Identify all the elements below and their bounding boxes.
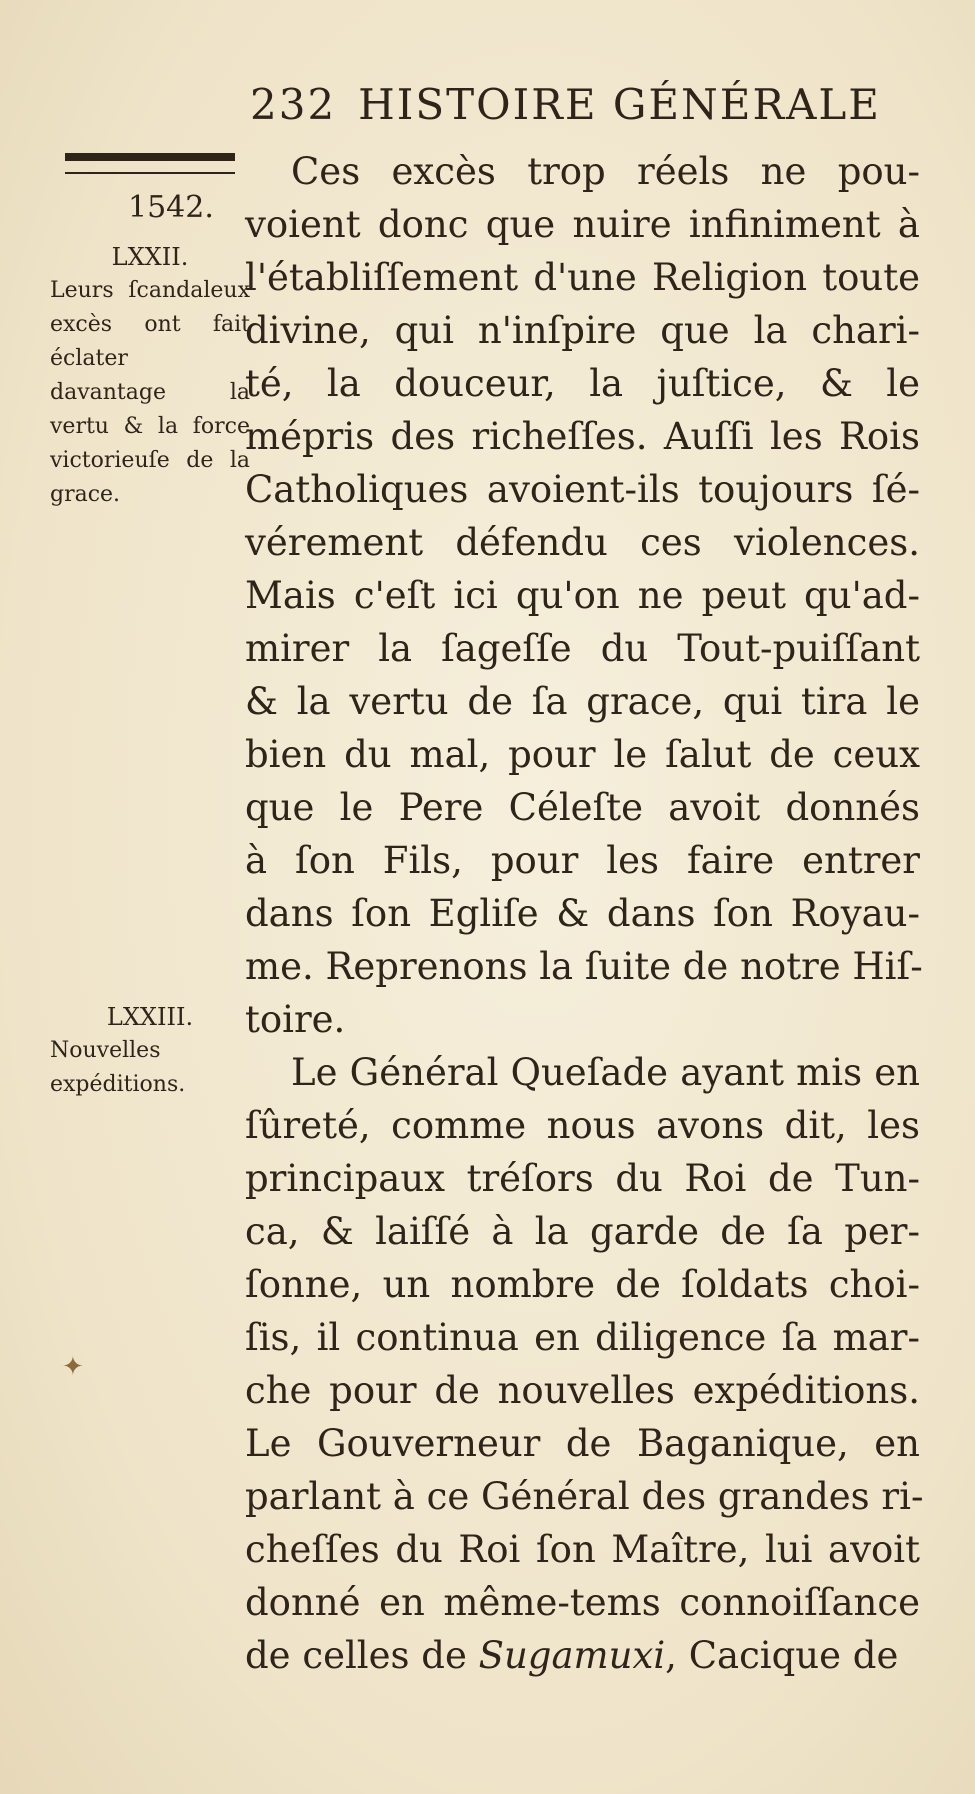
header-rule-thin [65, 172, 235, 174]
text-line: parlant à ce Général des grandes ri- [245, 1475, 924, 1518]
text-line: dans ſon Egliſe & dans ſon Royau- [245, 892, 920, 935]
body-text [245, 145, 924, 1682]
text-line: té, la douceur, la juſtice, & le [245, 362, 920, 405]
margin-note-text: Nouvelles expéditions. [50, 1038, 186, 1097]
text-line: mirer la ſageſſe du Tout-puiſſant [245, 627, 920, 670]
running-header [250, 80, 910, 129]
margin-year: 1542. [128, 190, 214, 225]
text-line: donné en même-tems connoiſſance [245, 1581, 920, 1624]
margin-note-lxxiii [50, 1000, 250, 1102]
text-fragment: , Cacique de [665, 1634, 899, 1677]
text-line: che pour de nouvelles expéditions. [245, 1369, 920, 1412]
text-line: principaux tréſors du Roi de Tun- [245, 1157, 920, 1200]
text-line: me. Reprenons la ſuite de notre Hiſ- [245, 945, 923, 988]
text-line: que le Pere Céleſte avoit donnés [245, 786, 920, 829]
text-line: ſonne, un nombre de ſoldats choi- [245, 1263, 920, 1306]
text-line: voient donc que nuire infiniment à [245, 203, 920, 246]
text-line: Ces excès trop réels ne pou- [291, 150, 920, 193]
margin-note-lxxii [50, 240, 250, 512]
text-line: bien du mal, pour le ſalut de ceux [245, 733, 920, 776]
margin-note-text: Leurs ſcandaleux excès ont fait éclater davantage la vertu & la force victorieuſe de la grace. [50, 278, 250, 507]
margin-note-number: LXXIII. [106, 1003, 194, 1031]
ink-blot-ornament: ✦ [62, 1352, 84, 1382]
italic-name: Sugamuxi [478, 1634, 666, 1677]
text-line: Catholiques avoient-ils toujours ſé- [245, 468, 920, 511]
running-title: HISTOIRE GÉNÉRALE [358, 80, 881, 129]
text-line: l'établiſſement d'une Religion toute [245, 256, 920, 299]
text-line: divine, qui n'inſpire que la chari- [245, 309, 920, 352]
text-line: ſis, il continua en diligence ſa mar- [245, 1316, 920, 1359]
page-number: 232 [250, 80, 337, 129]
text-line-final [245, 1629, 920, 1682]
text-line: à ſon Fils, pour les faire entrer [245, 839, 920, 882]
header-rule-thick [65, 153, 235, 161]
margin-note-number: LXXII. [111, 243, 189, 271]
text-line: mépris des richeſſes. Auſſi les Rois [245, 415, 920, 458]
text-line: cheſſes du Roi ſon Maître, lui avoit [245, 1528, 920, 1571]
text-line: toire. [245, 998, 346, 1041]
text-line: ſûreté, comme nous avons dit, les [245, 1104, 920, 1147]
text-line: Le Gouverneur de Baganique, en [245, 1422, 920, 1465]
text-line: ca, & laiſſé à la garde de ſa per- [245, 1210, 920, 1253]
text-line: Mais c'eſt ici qu'on ne peut qu'ad- [245, 574, 920, 617]
text-line: Le Général Queſade ayant mis en [291, 1051, 920, 1094]
text-line: & la vertu de ſa grace, qui tira le [245, 680, 920, 723]
text-line: vérement défendu ces violences. [245, 521, 920, 564]
text-fragment: de celles de [245, 1634, 479, 1677]
